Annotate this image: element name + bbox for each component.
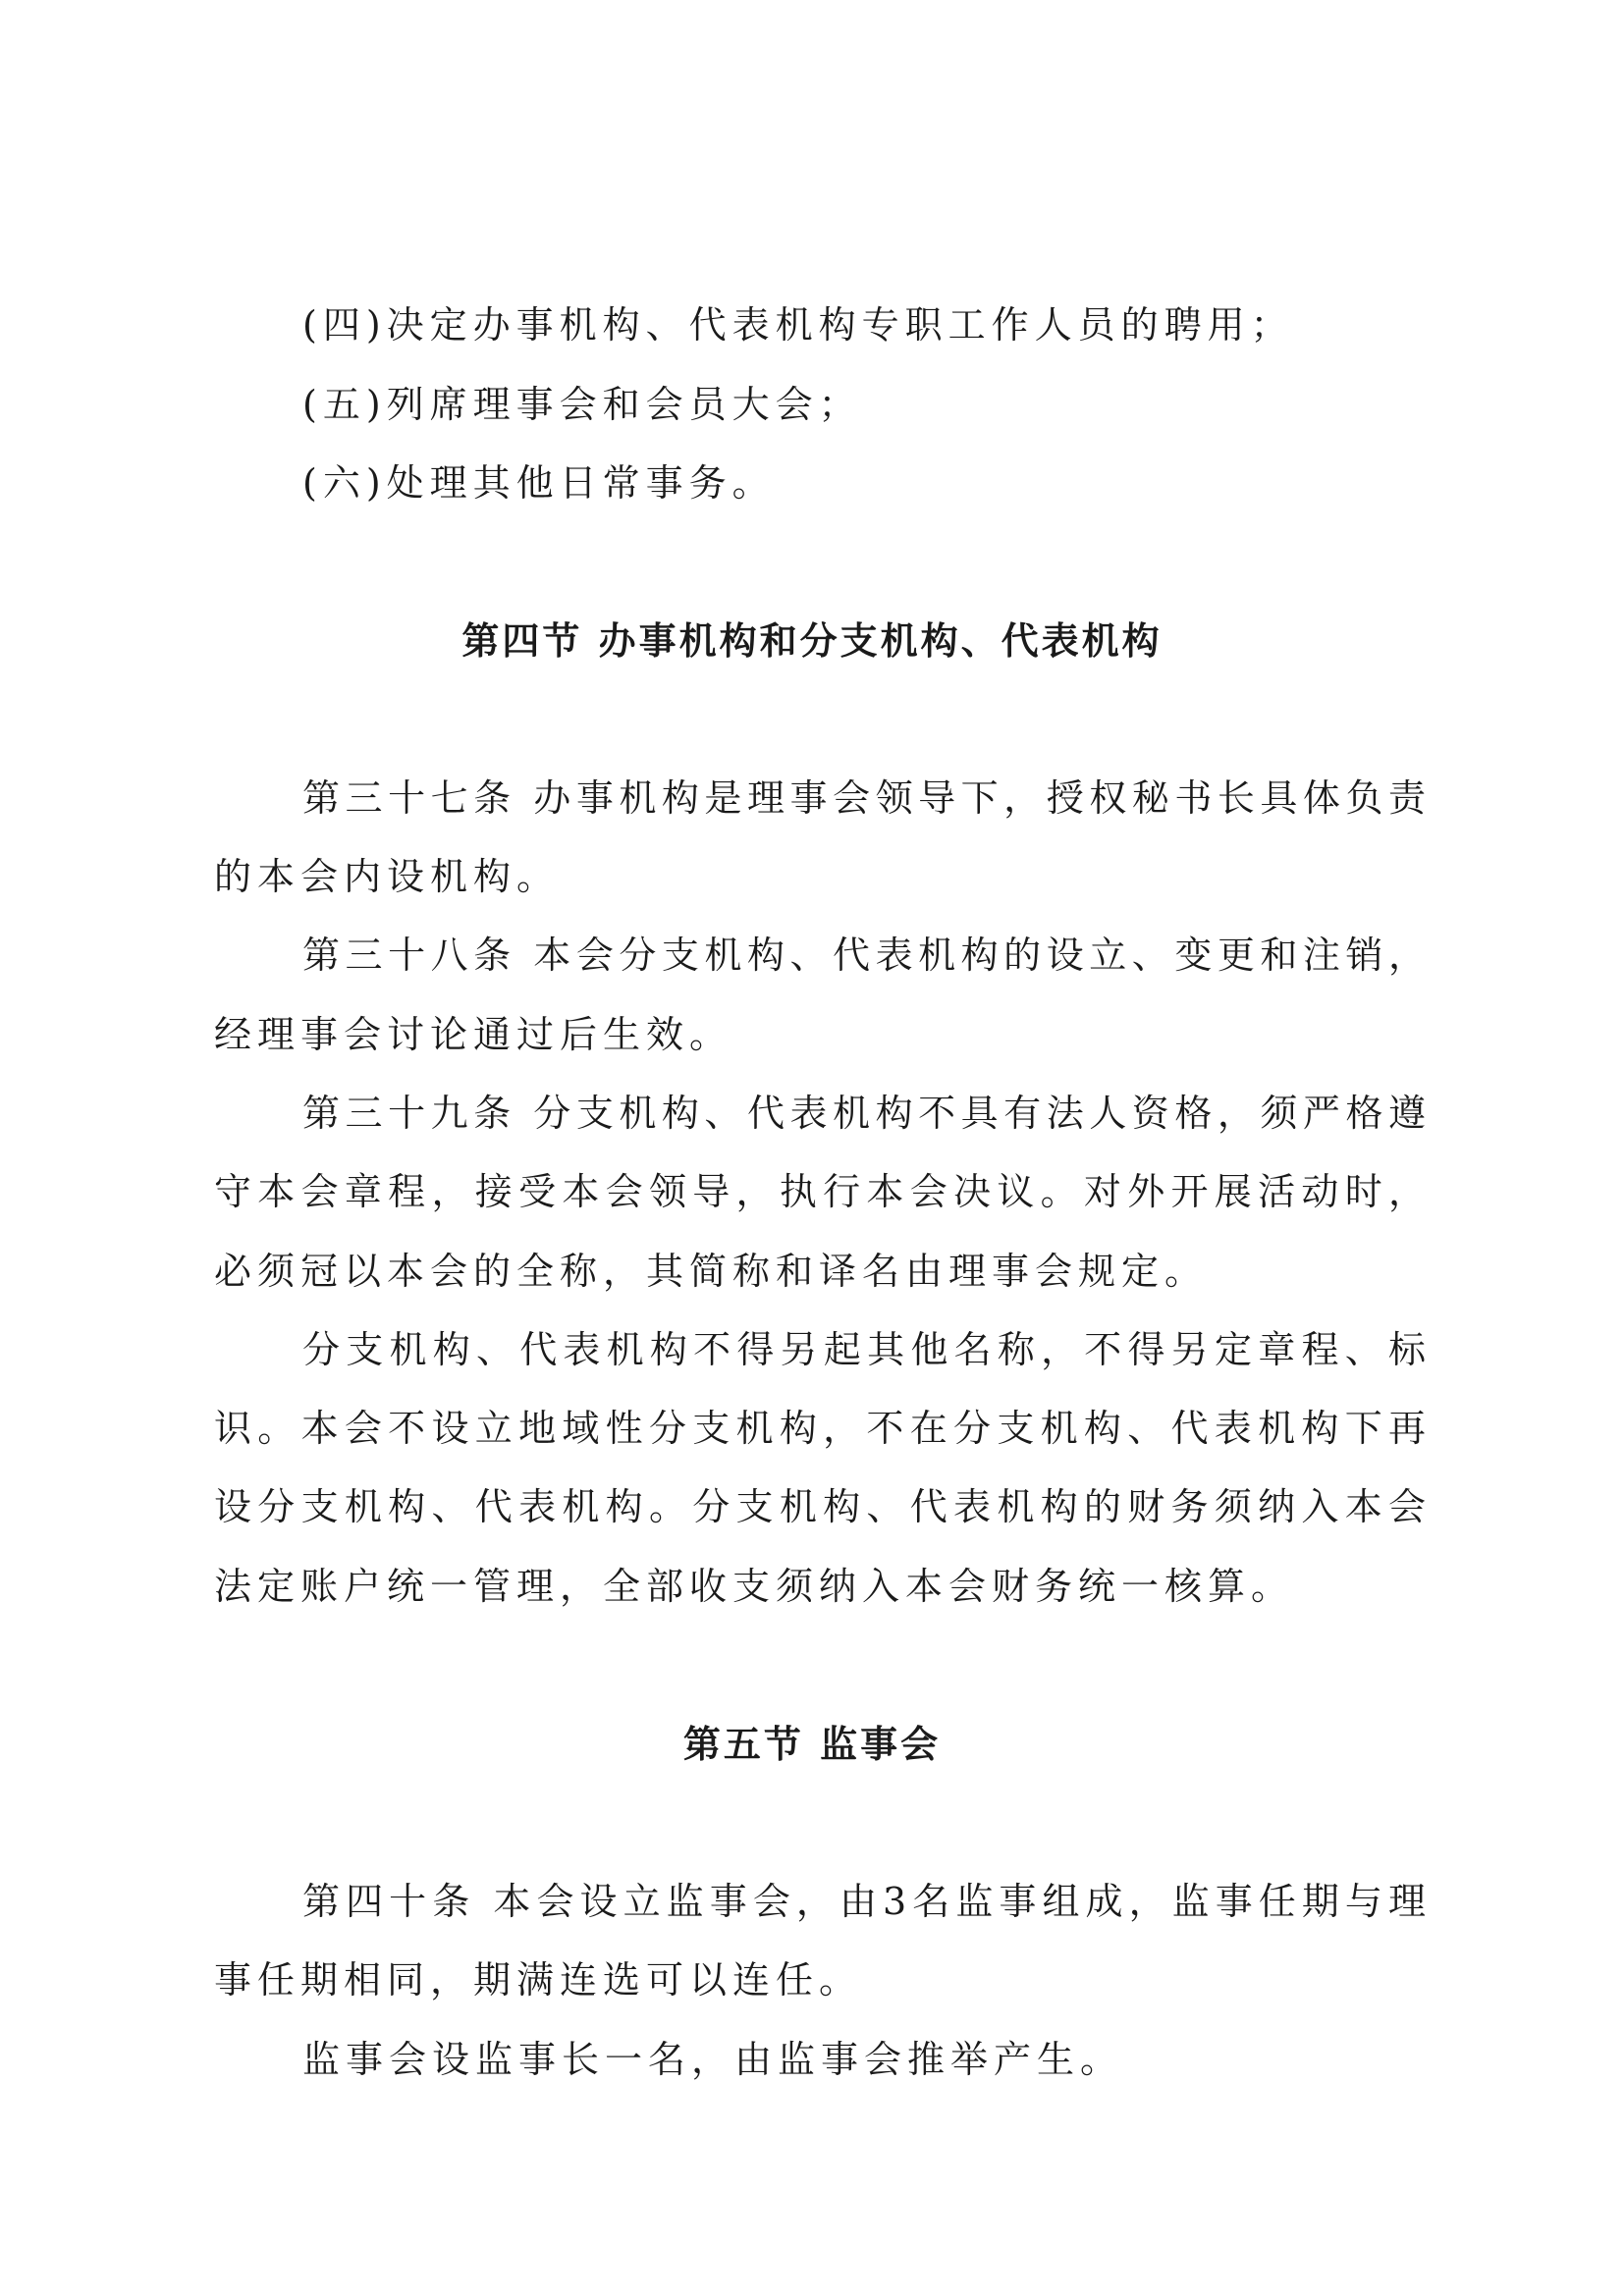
article-39-line-3: 必须冠以本会的全称，其简称和译名由理事会规定。 <box>214 1250 1209 1293</box>
supervisor-chair-line: 监事会设监事长一名，由监事会推举产生。 <box>302 2038 1124 2081</box>
article-39-line-1: 第三十九条 分支机构、代表机构不具有法人资格，须严格遵 <box>302 1092 1428 1135</box>
branch-paragraph-line-1: 分支机构、代表机构不得另起其他名称，不得另定章程、标 <box>302 1328 1428 1371</box>
article-37-line-1: 第三十七条 办事机构是理事会领导下，授权秘书长具体负责 <box>302 776 1428 820</box>
article-37-line-2: 的本会内设机构。 <box>214 855 561 898</box>
item-5: (五)列席理事会和会员大会； <box>302 383 862 426</box>
section-4-heading: 第四节 办事机构和分支机构、代表机构 <box>461 619 1163 663</box>
branch-paragraph-line-3: 设分支机构、代表机构。分支机构、代表机构的财务须纳入本会 <box>214 1485 1428 1528</box>
branch-paragraph-line-2: 识。本会不设立地域性分支机构，不在分支机构、代表机构下再 <box>214 1407 1428 1450</box>
article-40-line-1: 第四十条 本会设立监事会，由3名监事组成，监事任期与理 <box>302 1880 1428 1923</box>
article-40-line-2: 事任期相同，期满连选可以连任。 <box>214 1958 863 2002</box>
item-6: (六)处理其他日常事务。 <box>302 461 776 505</box>
article-38-line-1: 第三十八条 本会分支机构、代表机构的设立、变更和注销， <box>302 934 1428 977</box>
item-4: (四)决定办事机构、代表机构专职工作人员的聘用； <box>302 303 1294 347</box>
article-38-line-2: 经理事会讨论通过后生效。 <box>214 1013 733 1056</box>
branch-paragraph-line-4: 法定账户统一管理，全部收支须纳入本会财务统一核算。 <box>214 1565 1295 1608</box>
section-5-heading: 第五节 监事会 <box>682 1723 942 1766</box>
article-39-line-2: 守本会章程，接受本会领导，执行本会决议。对外开展活动时， <box>214 1170 1428 1213</box>
